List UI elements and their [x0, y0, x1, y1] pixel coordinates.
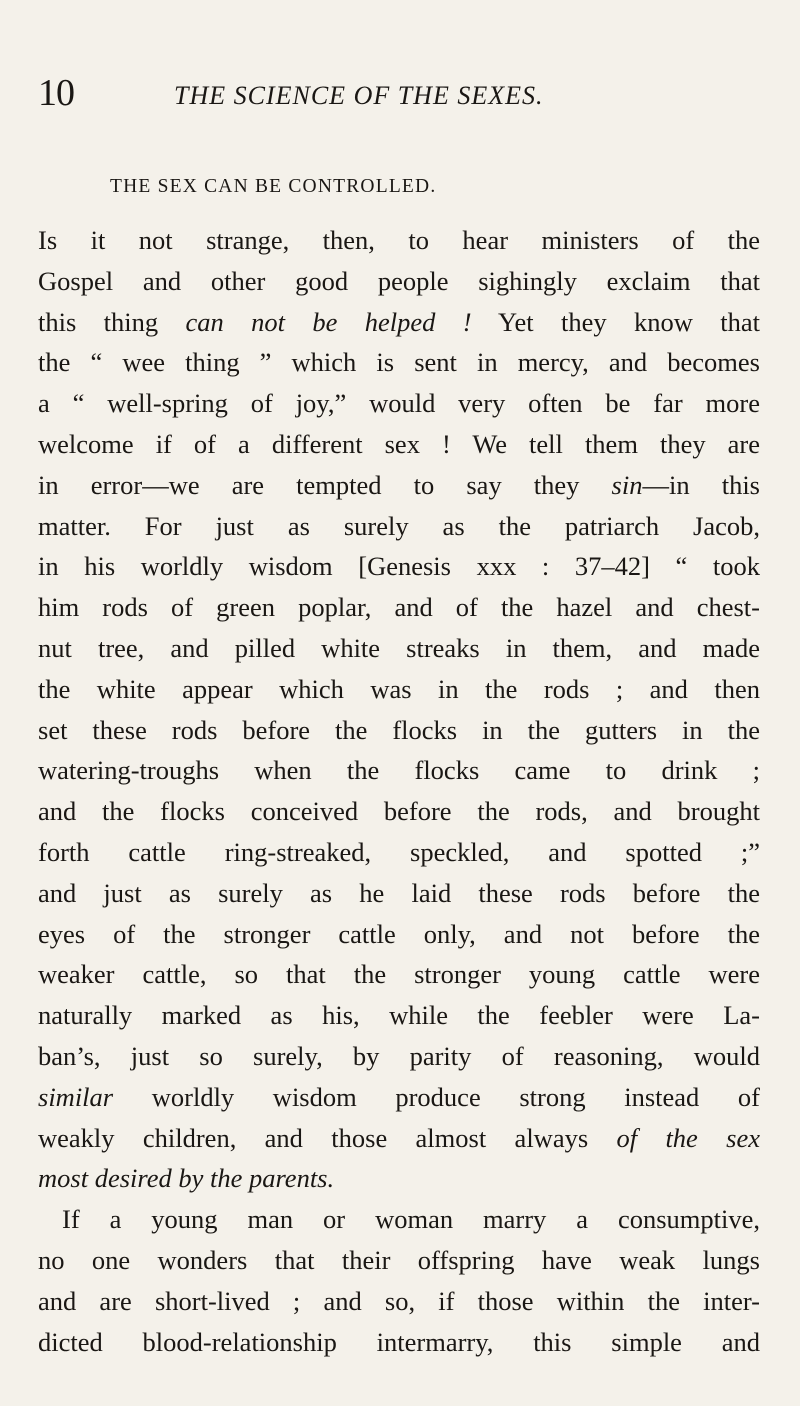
- text-line: [38, 1118, 760, 1159]
- text-line: set these rods before the flocks in the gutters in the: [38, 714, 760, 745]
- text-line: ban’s, just so surely, by parity of reasoning, would: [38, 1040, 760, 1071]
- text-line: nut tree, and pilled white streaks in them, and made: [38, 632, 760, 663]
- text-line: most desired by the parents.: [38, 1163, 335, 1194]
- text-line: welcome if of a different sex ! We tell them they are: [38, 428, 760, 459]
- italic-phrase: similar: [38, 1081, 114, 1112]
- text-line: and are short-lived ; and so, if those within the inter-: [38, 1285, 760, 1316]
- text-line: and the flocks conceived before the rods, and brought: [38, 796, 760, 827]
- text-line: naturally marked as his, while the feebler were La-: [38, 1000, 760, 1031]
- text-line: [38, 302, 760, 343]
- text-line: the white appear which was in the rods ; and then: [38, 673, 760, 704]
- text-line: dicted blood-relationship intermarry, this simple and: [38, 1326, 760, 1357]
- italic-phrase: sin: [611, 469, 643, 500]
- text-line: matter. For just as surely as the patriarch Jacob,: [38, 510, 760, 541]
- section-heading: THE SEX CAN BE CONTROLLED.: [110, 176, 437, 197]
- text-line: him rods of green poplar, and of the hazel and chest-: [38, 592, 760, 623]
- text-line: If a young man or woman marry a consumptive,: [62, 1204, 760, 1235]
- running-title: THE SCIENCE OF THE SEXES.: [174, 81, 544, 110]
- italic-phrase: of the sex: [616, 1122, 760, 1153]
- text-line: forth cattle ring-streaked, speckled, and spotted ;”: [38, 836, 760, 867]
- body-text: [38, 220, 760, 1362]
- text-line: no one wonders that their offspring have weak lungs: [38, 1244, 760, 1275]
- text-run: worldly wisdom produce strong instead of: [113, 1081, 760, 1112]
- text-run: Yet they know that: [471, 306, 760, 337]
- italic-phrase: can not be helped !: [185, 306, 472, 337]
- text-line: [38, 1077, 760, 1118]
- text-run: in error—we are tempted to say they: [38, 469, 612, 500]
- page-number: 10: [38, 72, 74, 114]
- running-head: [38, 68, 758, 118]
- text-run: —in this: [642, 469, 760, 500]
- text-line: watering-troughs when the flocks came to drink ;: [38, 755, 760, 786]
- text-line: weaker cattle, so that the stronger young cattle were: [38, 959, 760, 990]
- text-line: and just as surely as he laid these rods before the: [38, 877, 760, 908]
- text-line: in his worldly wisdom [Genesis xxx : 37–42] “ took: [38, 551, 760, 582]
- text-line: eyes of the stronger cattle only, and not before the: [38, 918, 760, 949]
- text-line: Is it not strange, then, to hear ministers of the: [38, 225, 760, 255]
- text-line: a “ well-spring of joy,” would very often be far more: [38, 388, 760, 419]
- text-run: this thing: [38, 306, 186, 337]
- text-run: weakly children, and those almost always: [38, 1122, 617, 1153]
- text-line: [38, 465, 760, 506]
- text-line: Gospel and other good people sighingly exclaim that: [38, 265, 760, 296]
- text-line: the “ wee thing ” which is sent in mercy, and becomes: [38, 347, 760, 378]
